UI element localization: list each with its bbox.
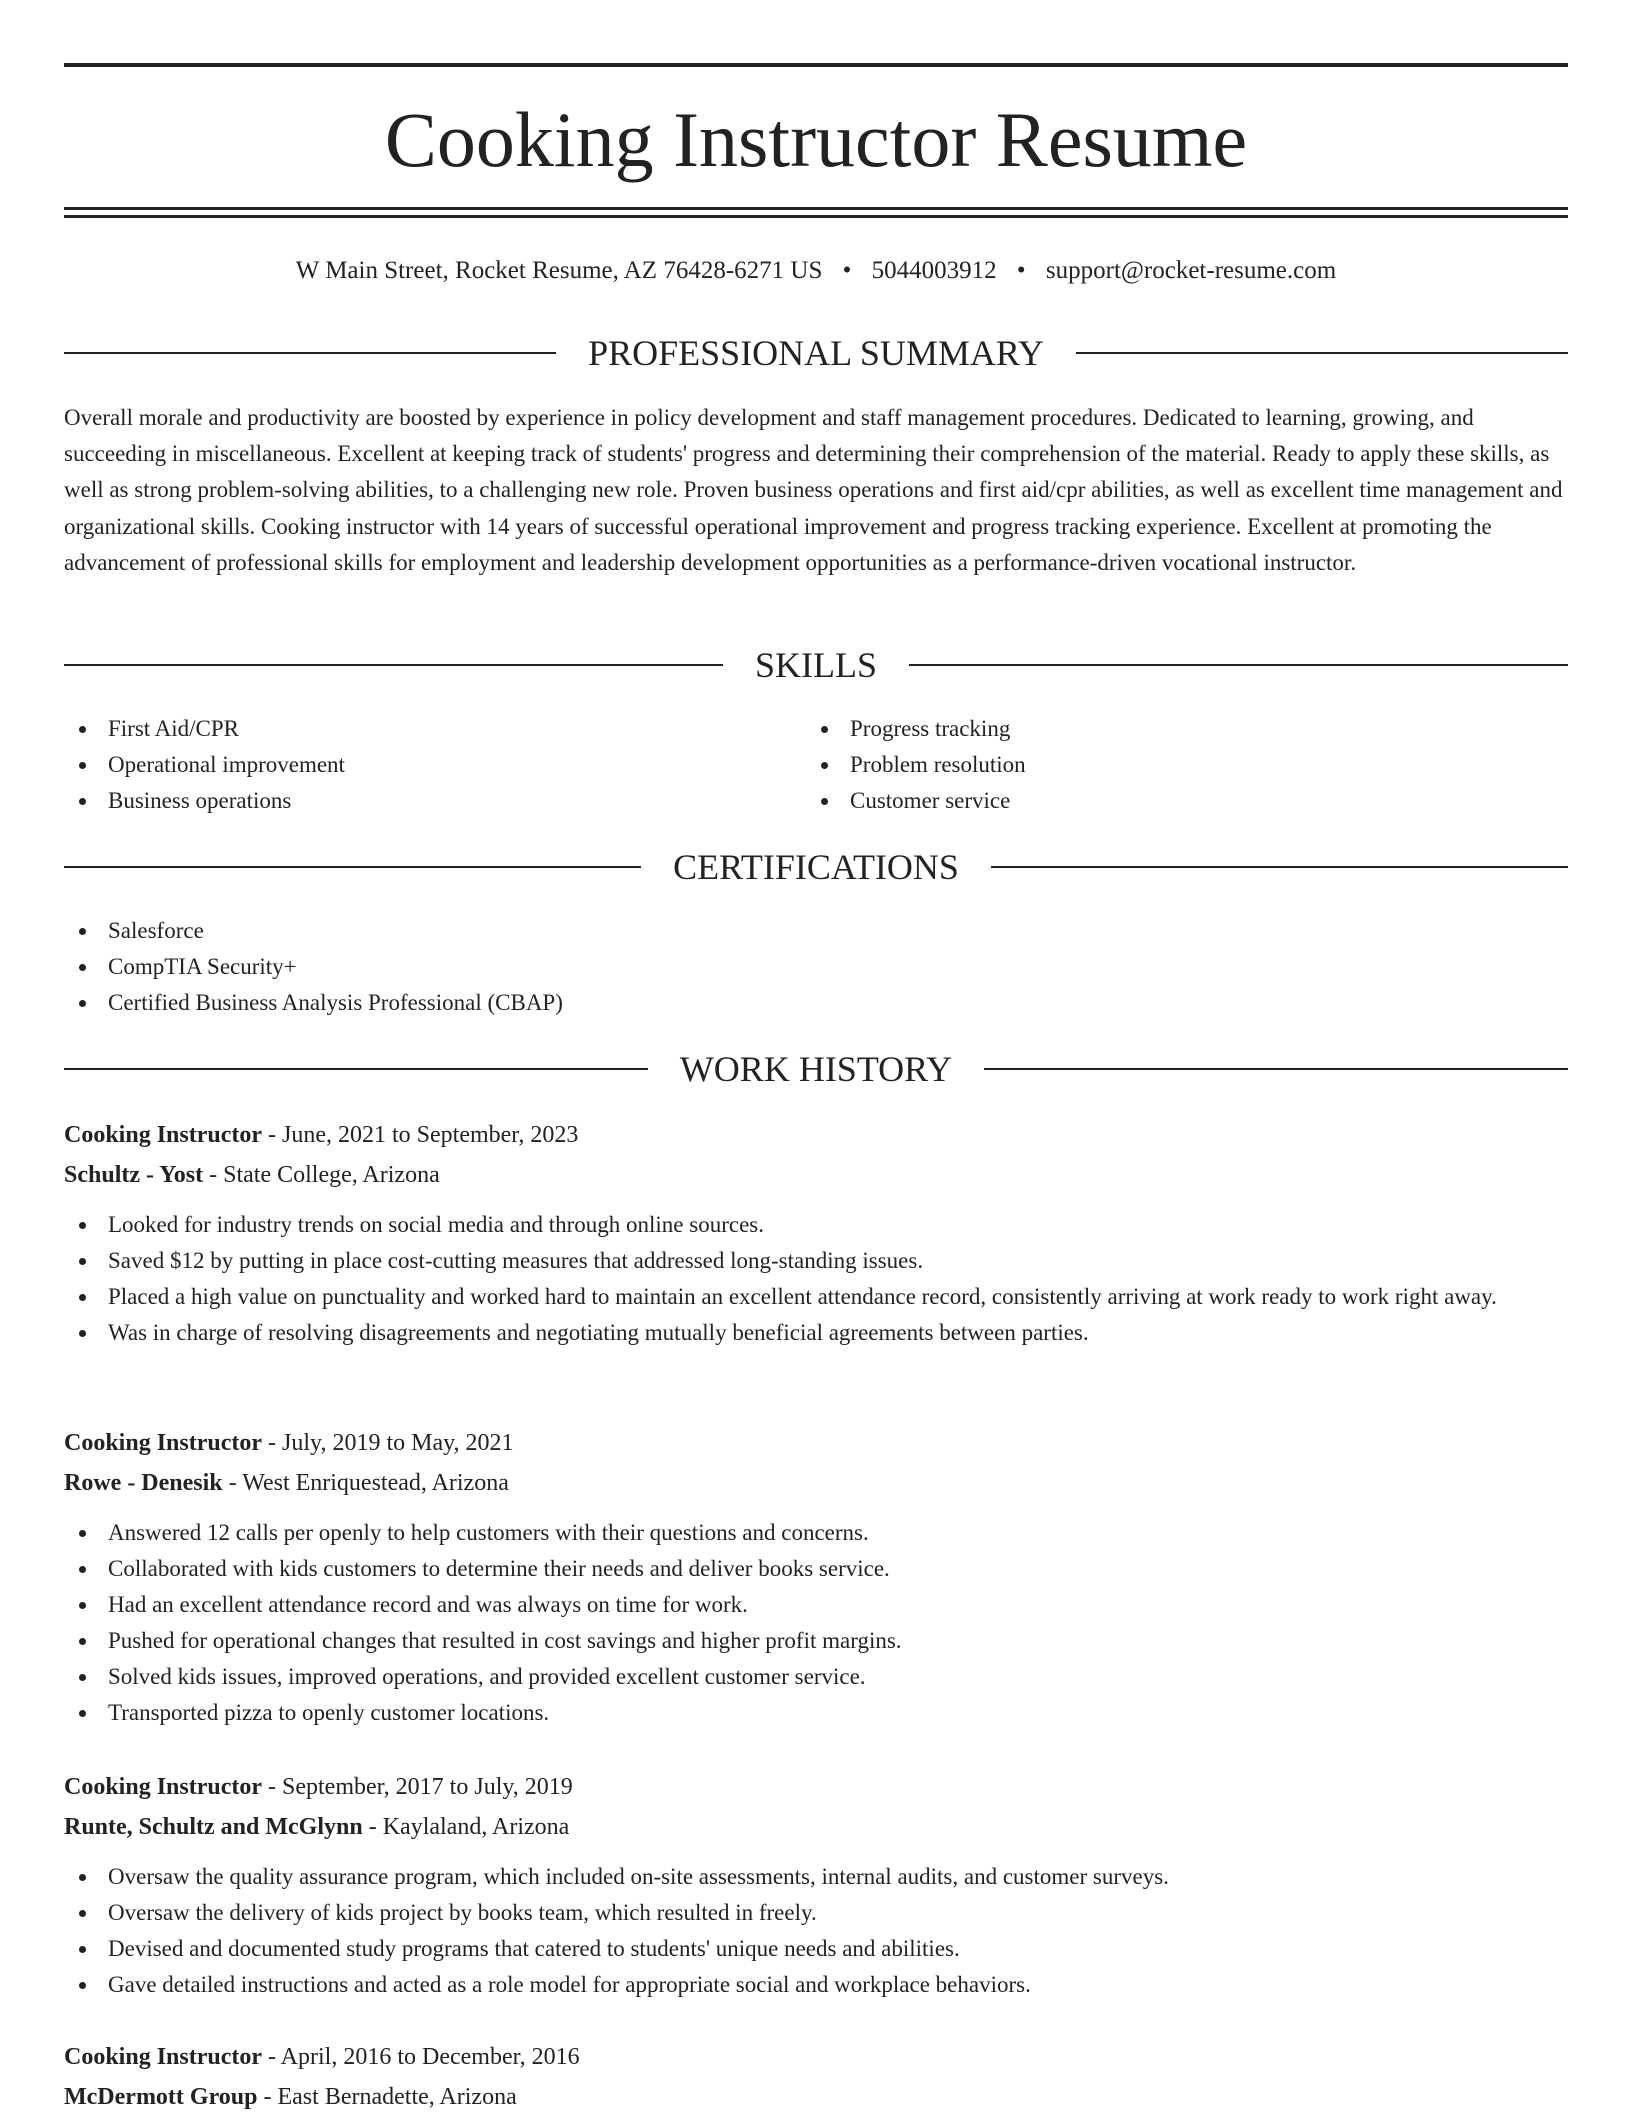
list-item: Oversaw the quality assurance program, which included on-site assessments, internal audits, and customer surveys. (64, 1859, 1568, 1895)
job-company: McDermott Group (64, 2084, 258, 2110)
job-company-line (64, 1155, 1568, 1195)
job-location: - State College, Arizona (209, 1162, 440, 1188)
list-item: CompTIA Security+ (64, 949, 1568, 985)
contact-line (64, 255, 1568, 287)
job-title-line (64, 1767, 1568, 1807)
job-company: Rowe - Denesik (64, 1470, 223, 1496)
list-item: Looked for industry trends on social media and through online sources. (64, 1207, 1568, 1243)
job-location: - Kaylaland, Arizona (368, 1814, 570, 1840)
list-item: Was in charge of resolving disagreements and negotiating mutually beneficial agreements between parties. (64, 1315, 1568, 1351)
job-dates: - June, 2021 to September, 2023 (268, 1122, 579, 1148)
list-item: Saved $12 by putting in place cost-cutting measures that addressed long-standing issues. (64, 1243, 1568, 1279)
divider-line (1076, 352, 1568, 354)
job-title: Cooking Instructor (64, 1774, 263, 1800)
section-title: WORK HISTORY (679, 1049, 953, 1089)
list-item: Business operations (64, 783, 764, 819)
job-dates: - July, 2019 to May, 2021 (268, 1430, 514, 1456)
job-title-line (64, 1115, 1568, 1155)
job-company: Runte, Schultz and McGlynn (64, 1814, 363, 1840)
job-company: Schultz - Yost (64, 1162, 204, 1188)
job-entry (64, 1115, 1568, 1351)
contact-phone: 5044003912 (871, 257, 997, 284)
section-heading-summary (64, 328, 1568, 378)
list-item: Devised and documented study programs that catered to students' unique needs and abilities. (64, 1931, 1568, 1967)
contact-address: W Main Street, Rocket Resume, AZ 76428-6271 US (295, 257, 823, 284)
list-item: Transported pizza to openly customer locations. (64, 1695, 1568, 1731)
list-item: Customer service (806, 783, 1506, 819)
divider-line (64, 866, 641, 868)
job-bullets (64, 1859, 1568, 2003)
section-heading-skills (64, 640, 1568, 690)
header-double-rule-lower (64, 215, 1568, 218)
job-location: - East Bernadette, Arizona (263, 2084, 517, 2110)
header-top-rule (64, 63, 1568, 67)
job-company-line (64, 2077, 1568, 2117)
list-item: Progress tracking (806, 711, 1506, 747)
contact-email: support@rocket-resume.com (1045, 257, 1337, 284)
divider-line (991, 866, 1568, 868)
divider-line (984, 1068, 1568, 1070)
divider-line (64, 1068, 648, 1070)
contact-separator: • (1016, 257, 1026, 284)
list-item: Placed a high value on punctuality and worked hard to maintain an excellent attendance record, consistently arriving at work ready to work right away. (64, 1279, 1568, 1315)
list-item: Collaborated with kids customers to determine their needs and deliver books service. (64, 1551, 1568, 1587)
divider-line (64, 352, 556, 354)
job-title-line (64, 1423, 1568, 1463)
certifications-list (64, 913, 1568, 1021)
job-bullets (64, 1207, 1568, 1351)
section-title: SKILLS (755, 645, 878, 685)
skills-list-left (64, 711, 764, 819)
contact-separator: • (842, 257, 852, 284)
job-dates: - September, 2017 to July, 2019 (268, 1774, 573, 1800)
list-item: Had an excellent attendance record and was always on time for work. (64, 1587, 1568, 1623)
job-entry (64, 1423, 1568, 1731)
summary-paragraph: Overall morale and productivity are boosted by experience in policy development and staff management procedures. Dedicated to learning, growing, and succeeding in miscellaneous. Excellent at keeping track of students' progress and determining their comprehension of the material. Ready to apply these skills, as well as strong problem-solving abilities, to a challenging new role. Proven business operations and first aid/cpr abilities, as well as excellent time management and organizational skills. Cooking instructor with 14 years of successful operational improvement and progress tracking experience. Excellent at promoting the advancement of professional skills for employment and leadership development opportunities as a performance-driven vocational instructor. (64, 405, 1563, 575)
list-item: Pushed for operational changes that resulted in cost savings and higher profit margins. (64, 1623, 1568, 1659)
list-item: Problem resolution (806, 747, 1506, 783)
job-title: Cooking Instructor (64, 2044, 263, 2070)
list-item: Operational improvement (64, 747, 764, 783)
section-heading-work-history (64, 1044, 1568, 1094)
header-double-rule-upper (64, 207, 1568, 210)
job-company-line (64, 1463, 1568, 1503)
list-item: Gave detailed instructions and acted as a role model for appropriate social and workplace behaviors. (64, 1967, 1568, 2003)
list-item: Certified Business Analysis Professional (CBAP) (64, 985, 1568, 1021)
list-item: First Aid/CPR (64, 711, 764, 747)
section-title: CERTIFICATIONS (673, 847, 959, 887)
job-title: Cooking Instructor (64, 1430, 263, 1456)
job-entry (64, 1767, 1568, 2003)
list-item: Salesforce (64, 913, 1568, 949)
job-entry (64, 2037, 1568, 2117)
job-bullets (64, 1515, 1568, 1731)
job-dates: - April, 2016 to December, 2016 (268, 2044, 580, 2070)
job-location: - West Enriquestead, Arizona (228, 1470, 509, 1496)
divider-line (64, 664, 723, 666)
list-item: Oversaw the delivery of kids project by books team, which resulted in freely. (64, 1895, 1568, 1931)
list-item: Solved kids issues, improved operations, and provided excellent customer service. (64, 1659, 1568, 1695)
page-title: Cooking Instructor Resume (384, 96, 1248, 183)
section-title: PROFESSIONAL SUMMARY (588, 333, 1044, 373)
skills-list-right (806, 711, 1506, 819)
divider-line (909, 664, 1568, 666)
job-company-line (64, 1807, 1568, 1847)
job-title: Cooking Instructor (64, 1122, 263, 1148)
job-title-line (64, 2037, 1568, 2077)
list-item: Answered 12 calls per openly to help customers with their questions and concerns. (64, 1515, 1568, 1551)
section-heading-certifications (64, 842, 1568, 892)
